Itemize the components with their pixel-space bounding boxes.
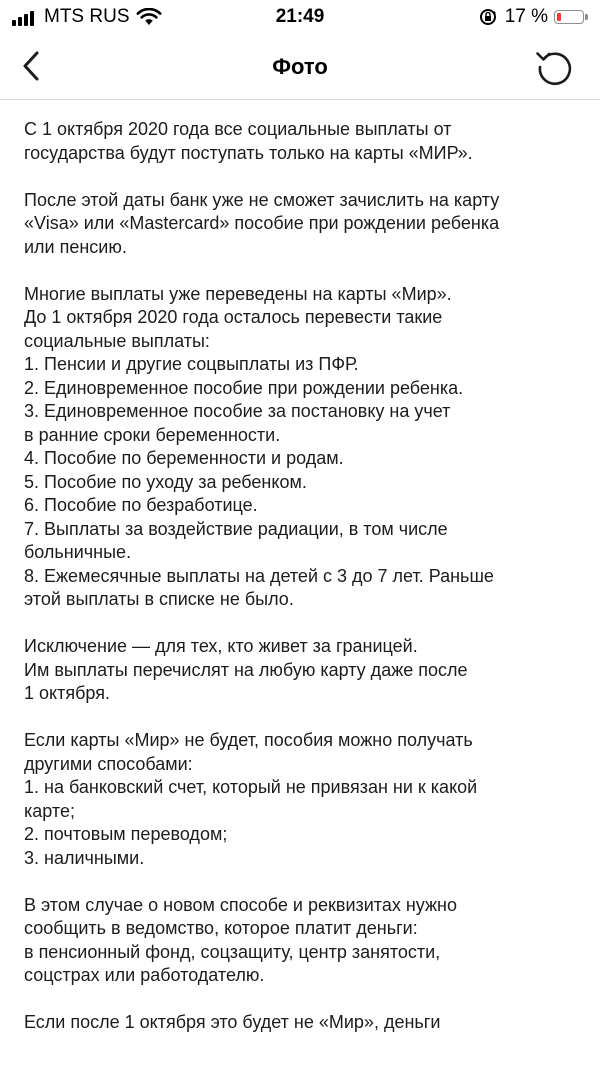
article-line: 1. на банковский счет, который не привязан ни к какой [24, 777, 478, 797]
article-paragraph [24, 189, 584, 260]
article-paragraph [24, 118, 584, 165]
article-line: 1 октября. [24, 683, 110, 703]
article-line: в ранние сроки беременности. [24, 424, 281, 445]
article-paragraph [24, 729, 584, 870]
article-line: больничные. [24, 542, 132, 562]
article-line: сообщить в ведомство, которое платит деньги: [24, 918, 418, 938]
article-line: соцстрах или работодателю. [24, 965, 265, 985]
article-line: Многие выплаты уже переведены на карты «Мир». [24, 283, 452, 304]
article-line: После этой даты банк уже не сможет зачислить на карту [24, 189, 500, 210]
article-line: «Visa» или «Mastercard» пособие при рождении ребенка [24, 213, 500, 233]
article-line: 7. Выплаты за воздействие радиации, в том числе [24, 518, 448, 539]
article-line: этой выплаты в списке не было. [24, 589, 294, 609]
orientation-lock-icon [479, 8, 497, 26]
article-line: В этом случае о новом способе и реквизитах нужно [24, 894, 457, 915]
article-line: карте; [24, 800, 75, 821]
carrier-name: MTS RUS [44, 6, 130, 27]
article-line: 1. Пенсии и другие соцвыплаты из ПФР. [24, 354, 359, 374]
battery-icon [554, 10, 584, 24]
article-line: 5. Пособие по уходу за ребенком. [24, 471, 307, 492]
status-time: 21:49 [275, 6, 325, 27]
article-line: 4. Пособие по беременности и родам. [24, 448, 344, 468]
article-paragraph [24, 283, 584, 612]
article-line: С 1 октября 2020 года все социальные выплаты от [24, 119, 452, 139]
status-bar [0, 0, 600, 34]
article-line: в пенсионный фонд, соцзащиту, центр занятости, [24, 941, 441, 962]
rotate-ccw-icon [534, 46, 576, 88]
article-line: или пенсию. [24, 236, 127, 257]
article-paragraph [24, 894, 584, 988]
navigation-bar [0, 34, 600, 100]
article-line: государства будут поступать только на карты «МИР». [24, 142, 473, 163]
article-line: 2. Единовременное пособие при рождении ребенка. [24, 377, 464, 398]
article-line: До 1 октября 2020 года осталось перевести такие [24, 307, 443, 327]
battery-percent: 17 % [504, 6, 548, 27]
battery-level-fill [557, 13, 561, 21]
article-line: социальные выплаты: [24, 330, 210, 351]
article-line: Исключение — для тех, кто живет за границей. [24, 636, 418, 656]
article-line: Если карты «Мир» не будет, пособия можно получать [24, 730, 473, 750]
battery-cap [585, 14, 588, 20]
article-line: 3. Единовременное пособие за постановку на учет [24, 401, 451, 421]
article-line: 6. Пособие по безработице. [24, 495, 258, 515]
article-paragraph [24, 1011, 584, 1035]
rotate-button[interactable] [534, 46, 576, 88]
article-line: Им выплаты перечислят на любую карту даже после [24, 659, 468, 680]
article-paragraph [24, 635, 584, 706]
article-line: 8. Ежемесячные выплаты на детей с 3 до 7 лет. Раньше [24, 565, 494, 586]
article-line: Если после 1 октября это будет не «Мир», деньги [24, 1012, 441, 1032]
article-text [24, 118, 584, 1058]
status-right [479, 6, 588, 28]
article-line: другими способами: [24, 753, 193, 774]
page-title: Фото [272, 54, 328, 79]
article-line: 2. почтовым переводом; [24, 824, 228, 844]
article-line: 3. наличными. [24, 847, 145, 868]
